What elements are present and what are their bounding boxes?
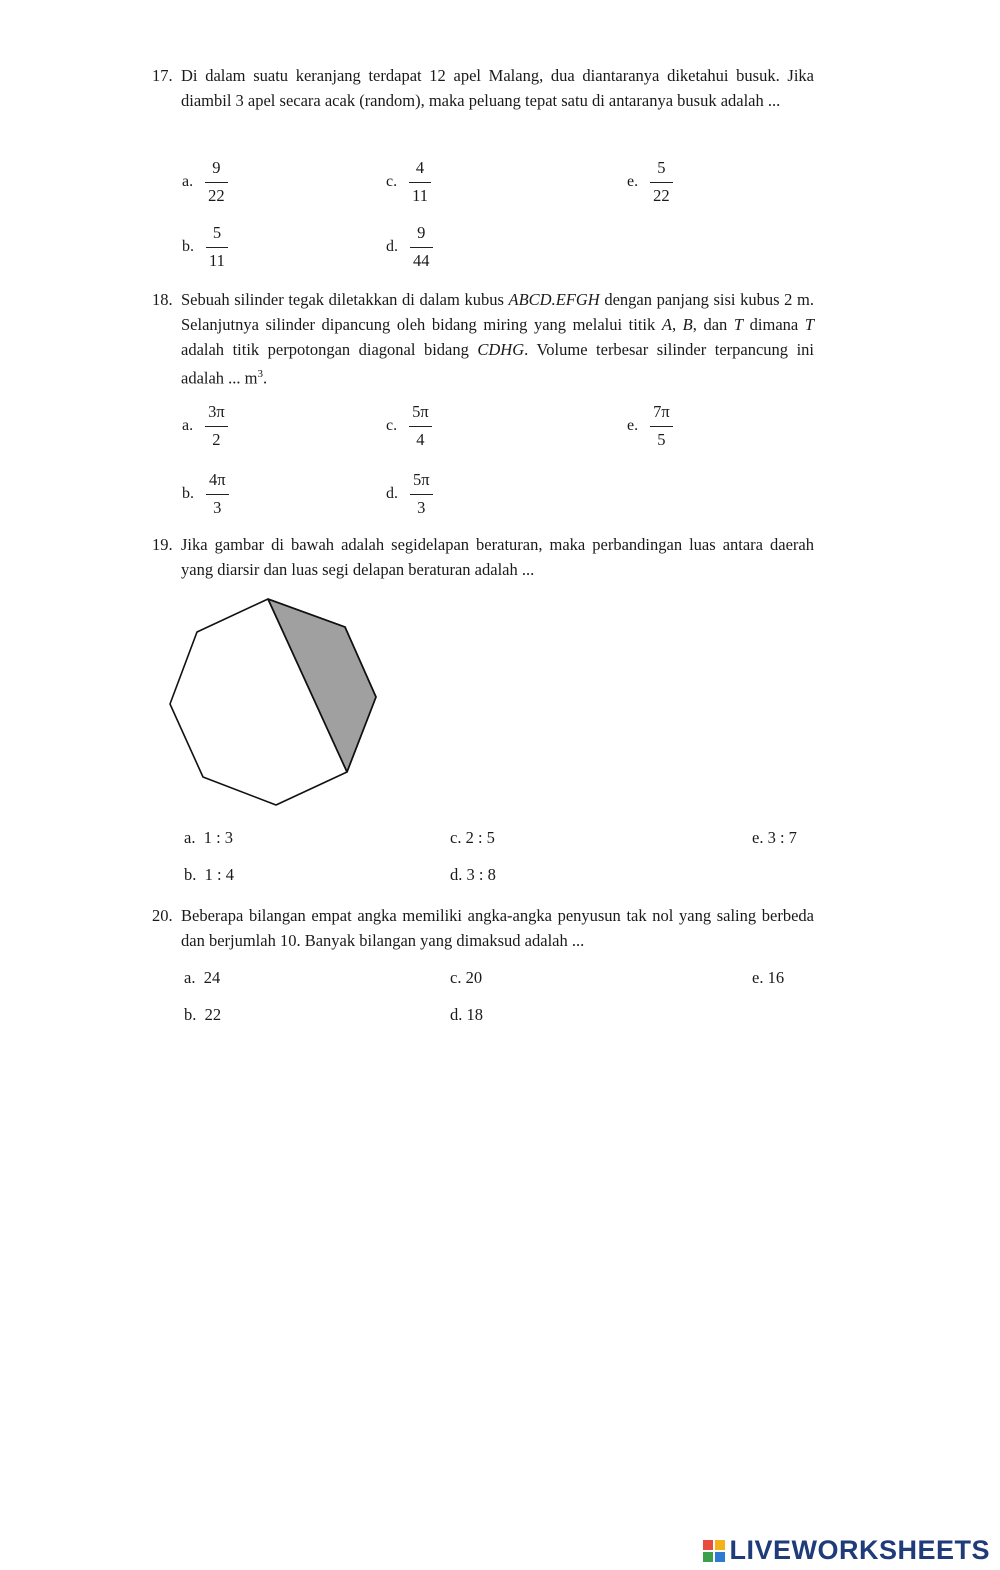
option-20a[interactable]: [184, 968, 220, 988]
option-value: 3 : 7: [767, 828, 797, 847]
question-text: Jika gambar di bawah adalah segidelapan beraturan, maka perbandingan luas antara daerah yang diarsir dan luas segi delapan beraturan adalah ...: [181, 535, 814, 579]
liveworksheets-icon: [703, 1540, 725, 1562]
question-text: Beberapa bilangan empat angka memiliki angka-angka penyusun tak nol yang saling berbeda dan berjumlah 10. Banyak bilangan yang dimaksud adalah ...: [181, 906, 814, 950]
option-value: 2 : 5: [465, 828, 495, 847]
question-text: Sebuah silinder tegak diletakkan di dalam kubus ABCD.EFGH dengan panjang sisi kubus 2 m. Selanjutnya silinder dipancung oleh bidang miring yang melalui titik A, B, dan T dimana T adalah titik perpotongan diagonal bidang CDHG. Volume terbesar silinder terpancung ini adalah ... $m^3$.: [181, 290, 814, 388]
option-value: 18: [466, 1005, 483, 1024]
option-18c[interactable]: [386, 402, 432, 450]
logo-icon-square: [703, 1540, 713, 1550]
question-number: 20.: [152, 906, 173, 925]
option-value: 22: [204, 1005, 222, 1024]
option-label: c.: [450, 828, 462, 847]
option-20d[interactable]: [450, 1005, 483, 1025]
option-value: 16: [767, 968, 785, 987]
option-label: a.: [182, 417, 194, 434]
option-19c[interactable]: [450, 828, 495, 848]
option-label: e.: [752, 828, 764, 847]
question-number: 17.: [152, 66, 173, 85]
option-value: 20: [465, 968, 483, 987]
logo-icon-square: [715, 1552, 725, 1562]
option-label: e.: [627, 173, 639, 190]
option-label: d.: [450, 865, 463, 884]
option-20b[interactable]: [184, 1005, 221, 1025]
question-17: [152, 63, 814, 113]
option-value: 24: [203, 968, 221, 987]
option-label: b.: [184, 865, 197, 884]
octagon-figure: [160, 590, 390, 815]
option-label: a.: [184, 828, 196, 847]
question-20: [152, 903, 814, 953]
option-label: b.: [184, 1005, 197, 1024]
option-18d[interactable]: [386, 470, 433, 518]
option-label: d.: [386, 485, 398, 502]
question-text: Di dalam suatu keranjang terdapat 12 apel Malang, dua diantaranya diketahui busuk. Jika diambil 3 apel secara acak (random), maka peluang tepat satu di antaranya busuk adalah ...: [181, 66, 814, 110]
option-label: c.: [386, 417, 398, 434]
fraction: $\frac{5}{11}$: [206, 223, 228, 271]
logo-text: LIVEWORKSHEETS: [729, 1535, 990, 1565]
fraction: $\frac{5\pi}{4}$: [409, 402, 432, 450]
fraction: $\frac{9}{44}$: [410, 223, 433, 271]
question-19: [152, 532, 814, 582]
option-label: b.: [182, 238, 194, 255]
fraction: $\frac{5\pi}{3}$: [410, 470, 433, 518]
fraction: $\frac{4}{11}$: [409, 158, 431, 206]
option-19b[interactable]: [184, 865, 234, 885]
option-label: d.: [450, 1005, 463, 1024]
liveworksheets-logo[interactable]: [703, 1535, 990, 1566]
option-17a[interactable]: [182, 158, 228, 206]
shaded-region: [268, 599, 376, 772]
logo-icon-square: [715, 1540, 725, 1550]
question-18: [152, 287, 814, 391]
question-number: 19.: [152, 535, 173, 554]
option-18b[interactable]: [182, 470, 229, 518]
option-label: c.: [386, 173, 398, 190]
option-value: 3 : 8: [466, 865, 496, 884]
option-17e[interactable]: [627, 158, 673, 206]
option-20e[interactable]: [752, 968, 784, 988]
option-label: e.: [752, 968, 764, 987]
option-18a[interactable]: [182, 402, 228, 450]
option-19e[interactable]: [752, 828, 797, 848]
option-label: a.: [184, 968, 196, 987]
fraction: $\frac{5}{22}$: [650, 158, 673, 206]
option-19a[interactable]: [184, 828, 233, 848]
option-label: b.: [182, 485, 194, 502]
option-19d[interactable]: [450, 865, 496, 885]
fraction: $\frac{7\pi}{5}$: [650, 402, 673, 450]
fraction: $\frac{3\pi}{2}$: [205, 402, 228, 450]
option-17c[interactable]: [386, 158, 431, 206]
logo-icon-square: [703, 1552, 713, 1562]
option-value: 1 : 3: [203, 828, 234, 847]
option-17d[interactable]: [386, 223, 433, 271]
option-20c[interactable]: [450, 968, 482, 988]
fraction: $\frac{9}{22}$: [205, 158, 228, 206]
fraction: $\frac{4\pi}{3}$: [206, 470, 229, 518]
option-label: e.: [627, 417, 639, 434]
option-value: 1 : 4: [204, 865, 234, 884]
option-label: a.: [182, 173, 194, 190]
option-label: d.: [386, 238, 398, 255]
option-17b[interactable]: [182, 223, 228, 271]
question-number: 18.: [152, 290, 173, 309]
option-18e[interactable]: [627, 402, 673, 450]
option-label: c.: [450, 968, 462, 987]
